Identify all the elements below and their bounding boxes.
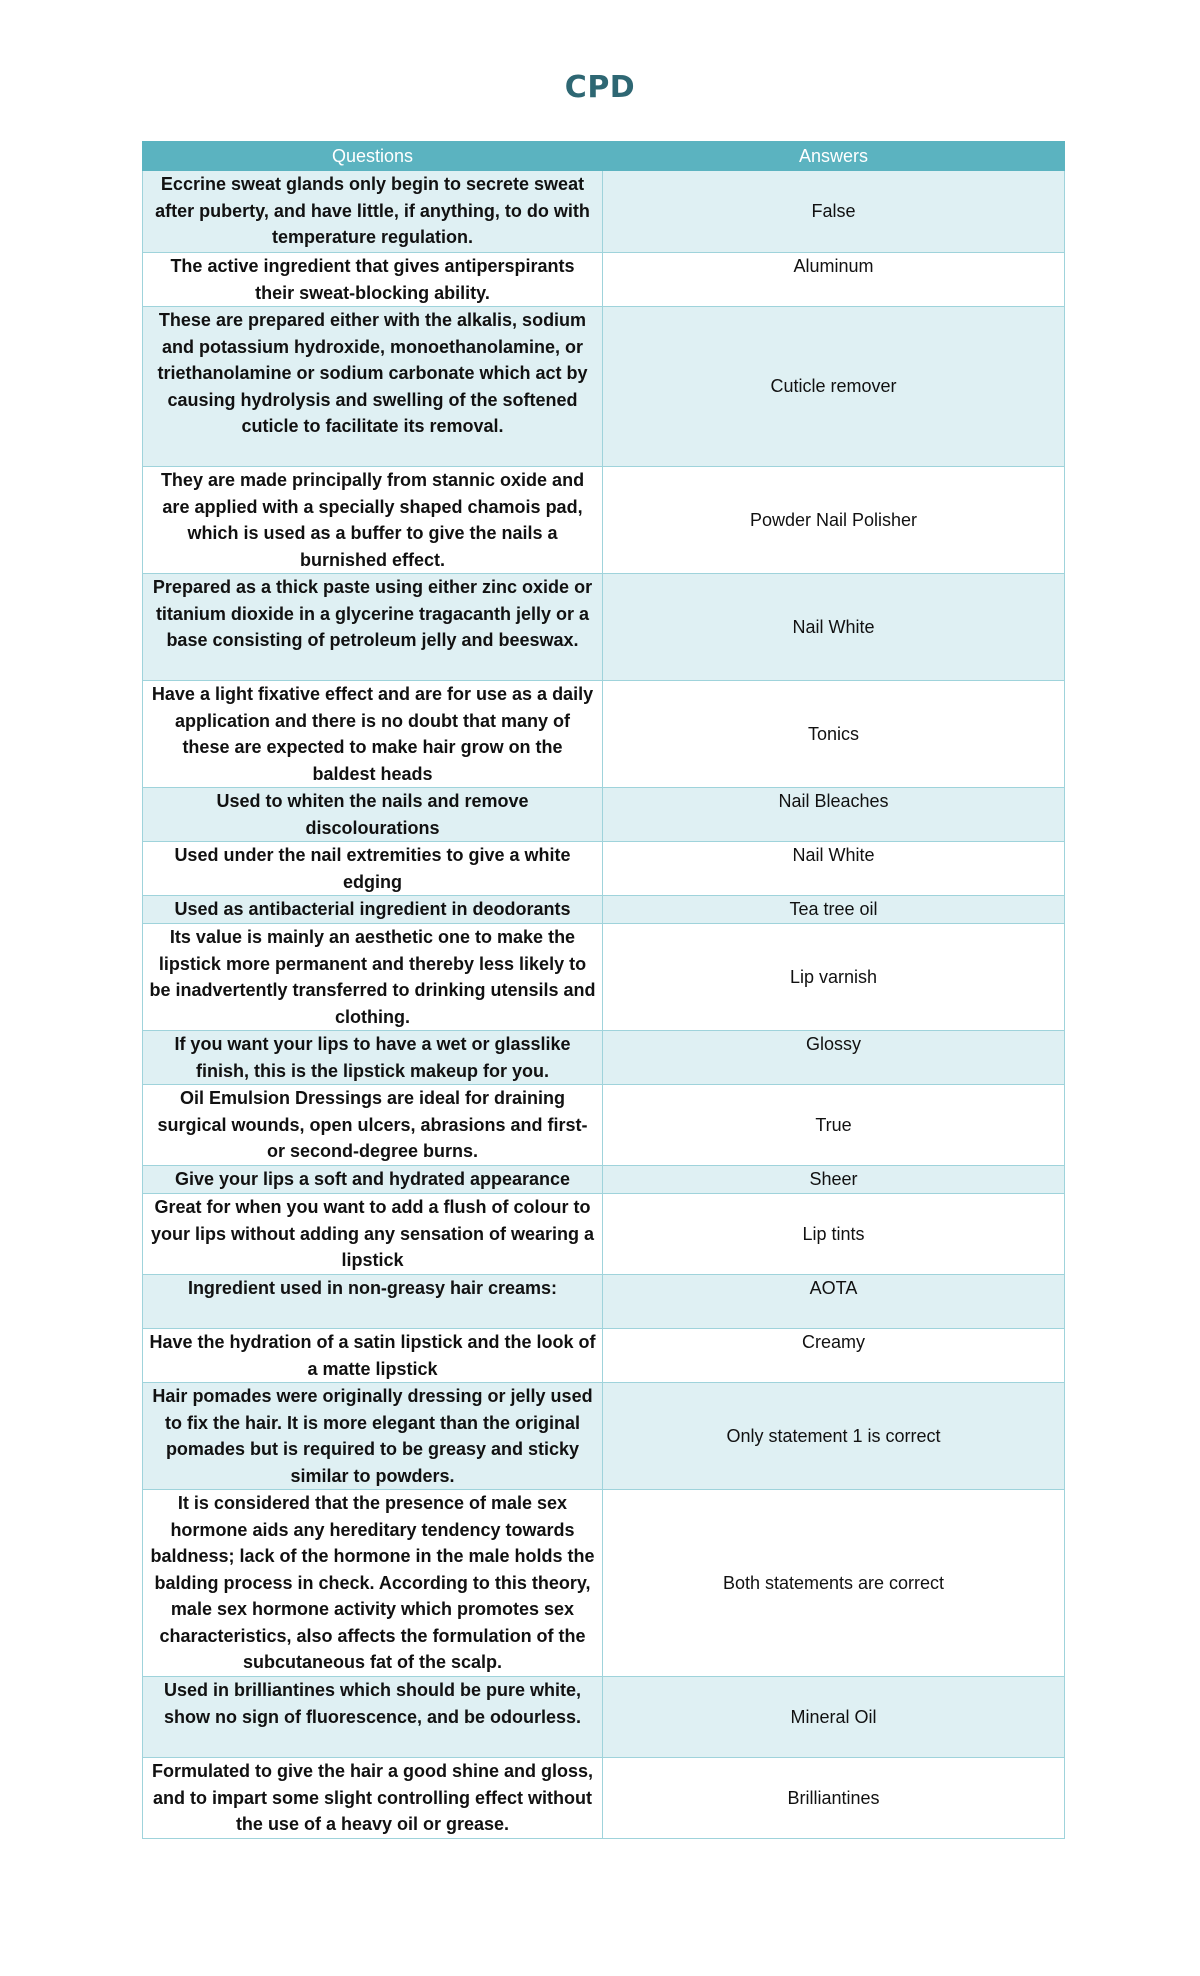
answer-cell: Powder Nail Polisher — [603, 467, 1065, 574]
table-row — [143, 574, 1065, 681]
question-cell: Used as antibacterial ingredient in deodorants — [143, 896, 603, 924]
table-row — [143, 1329, 1065, 1383]
answer-cell: Brilliantines — [603, 1758, 1065, 1839]
question-cell: Oil Emulsion Dressings are ideal for draining surgical wounds, open ulcers, abrasions and first- or second-degree burns. — [143, 1085, 603, 1166]
qa-table — [142, 141, 1065, 1839]
question-cell: The active ingredient that gives antiperspirants their sweat-blocking ability. — [143, 253, 603, 307]
answer-cell: Nail Bleaches — [603, 788, 1065, 842]
table-row — [143, 467, 1065, 574]
table-header-row — [143, 142, 1065, 171]
table-row — [143, 896, 1065, 924]
answer-cell: Tea tree oil — [603, 896, 1065, 924]
table-row — [143, 681, 1065, 788]
question-cell: Used to whiten the nails and remove discolourations — [143, 788, 603, 842]
answer-cell: AOTA — [603, 1275, 1065, 1329]
answer-cell: Sheer — [603, 1166, 1065, 1194]
question-cell: Have a light fixative effect and are for use as a daily application and there is no doubt that many of these are expected to make hair grow on the baldest heads — [143, 681, 603, 788]
answer-cell: Aluminum — [603, 253, 1065, 307]
answer-cell: Nail White — [603, 574, 1065, 681]
table-row — [143, 1490, 1065, 1677]
question-cell: Used in brilliantines which should be pure white, show no sign of fluorescence, and be odourless. — [143, 1677, 603, 1758]
table-row — [143, 1031, 1065, 1085]
table-row — [143, 171, 1065, 253]
question-cell: Formulated to give the hair a good shine and gloss, and to impart some slight controlling effect without the use of a heavy oil or grease. — [143, 1758, 603, 1839]
answer-cell: Only statement 1 is correct — [603, 1383, 1065, 1490]
answers-header: Answers — [603, 142, 1065, 171]
table-row — [143, 1758, 1065, 1839]
table-row — [143, 1275, 1065, 1329]
answer-cell: Lip tints — [603, 1194, 1065, 1275]
table-row — [143, 253, 1065, 307]
question-cell: Prepared as a thick paste using either zinc oxide or titanium dioxide in a glycerine tragacanth jelly or a base consisting of petroleum jelly and beeswax. — [143, 574, 603, 681]
answer-cell: Tonics — [603, 681, 1065, 788]
question-cell: If you want your lips to have a wet or glasslike finish, this is the lipstick makeup for you. — [143, 1031, 603, 1085]
table-row — [143, 1166, 1065, 1194]
answer-cell: Glossy — [603, 1031, 1065, 1085]
question-cell: It is considered that the presence of male sex hormone aids any hereditary tendency towards baldness; lack of the hormone in the male holds the balding process in check. According to this theory, male sex hormone activity which promotes sex characteristics, also affects the formulation of the subcutaneous fat of the scalp. — [143, 1490, 603, 1677]
table-row — [143, 307, 1065, 467]
question-cell: Give your lips a soft and hydrated appearance — [143, 1166, 603, 1194]
answer-cell: Cuticle remover — [603, 307, 1065, 467]
question-cell: Its value is mainly an aesthetic one to make the lipstick more permanent and thereby less likely to be inadvertently transferred to drinking utensils and clothing. — [143, 924, 603, 1031]
question-cell: They are made principally from stannic oxide and are applied with a specially shaped chamois pad, which is used as a buffer to give the nails a burnished effect. — [143, 467, 603, 574]
table-row — [143, 1194, 1065, 1275]
table-row — [143, 1383, 1065, 1490]
answer-cell: False — [603, 171, 1065, 253]
table-row — [143, 788, 1065, 842]
answer-cell: Mineral Oil — [603, 1677, 1065, 1758]
answer-cell: Both statements are correct — [603, 1490, 1065, 1677]
table-row — [143, 924, 1065, 1031]
answer-cell: Lip varnish — [603, 924, 1065, 1031]
table-row — [143, 842, 1065, 896]
questions-header: Questions — [143, 142, 603, 171]
question-cell: Hair pomades were originally dressing or jelly used to fix the hair. It is more elegant than the original pomades but is required to be greasy and sticky similar to powders. — [143, 1383, 603, 1490]
question-cell: Have the hydration of a satin lipstick and the look of a matte lipstick — [143, 1329, 603, 1383]
answer-cell: Nail White — [603, 842, 1065, 896]
question-cell: Used under the nail extremities to give a white edging — [143, 842, 603, 896]
table-row — [143, 1677, 1065, 1758]
question-cell: Eccrine sweat glands only begin to secrete sweat after puberty, and have little, if anything, to do with temperature regulation. — [143, 171, 603, 253]
page-title: CPD — [564, 70, 636, 105]
question-cell: Great for when you want to add a flush of colour to your lips without adding any sensation of wearing a lipstick — [143, 1194, 603, 1275]
answer-cell: Creamy — [603, 1329, 1065, 1383]
question-cell: Ingredient used in non-greasy hair creams: — [143, 1275, 603, 1329]
answer-cell: True — [603, 1085, 1065, 1166]
question-cell: These are prepared either with the alkalis, sodium and potassium hydroxide, monoethanolamine, or triethanolamine or sodium carbonate which act by causing hydrolysis and swelling of the softened cuticle to facilitate its removal. — [143, 307, 603, 467]
table-row — [143, 1085, 1065, 1166]
